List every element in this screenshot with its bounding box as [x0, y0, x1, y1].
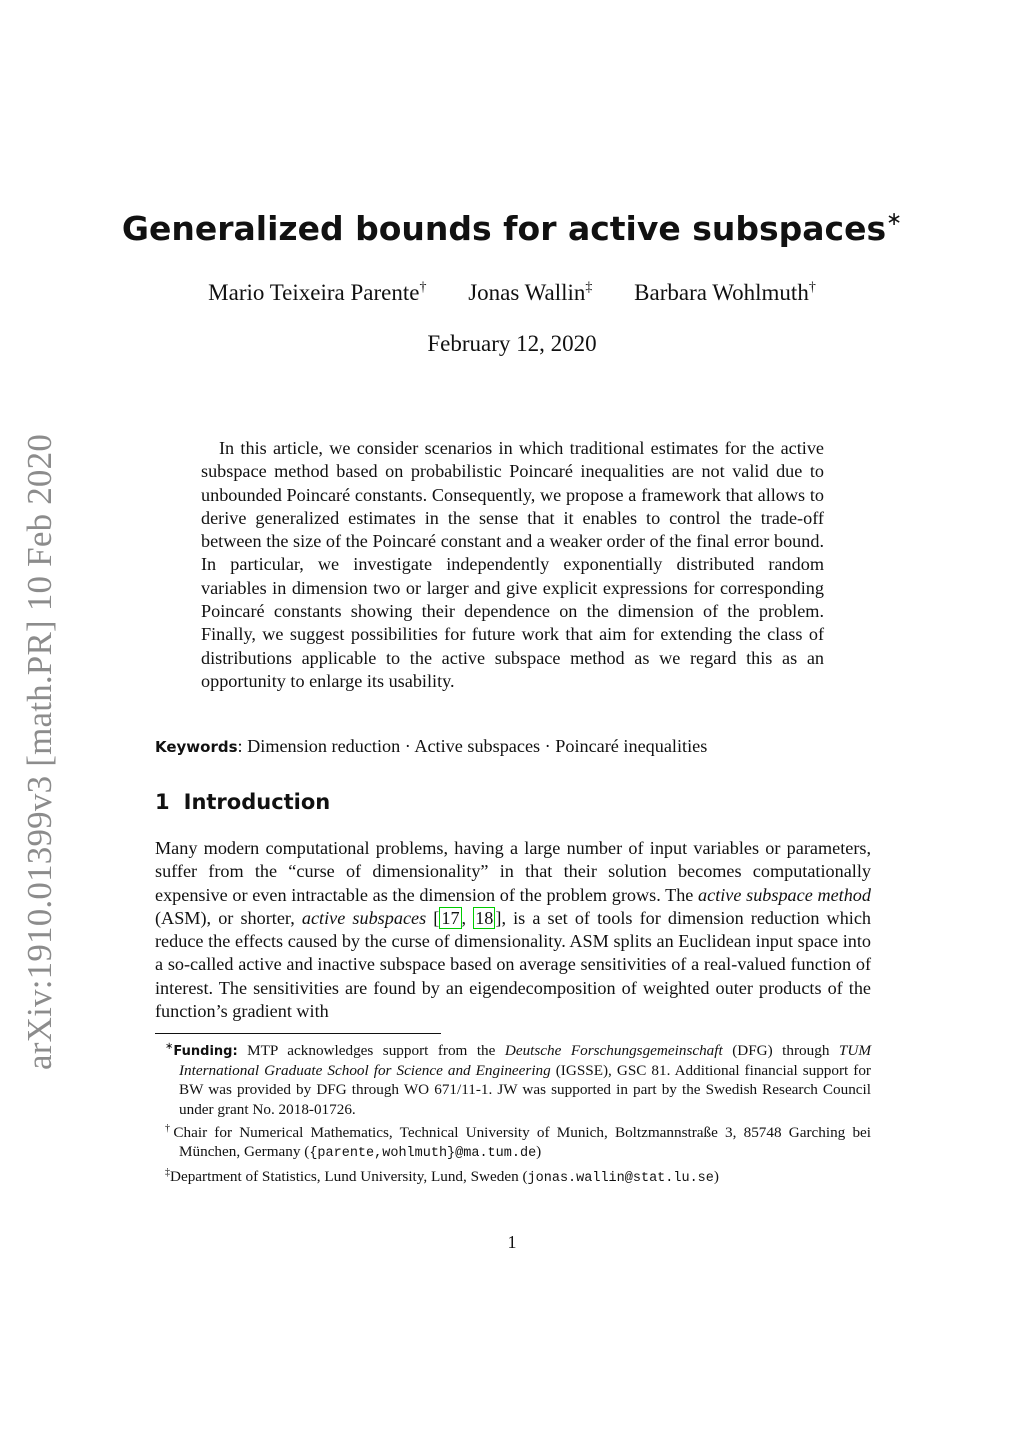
citation-bracket: [: [426, 907, 440, 928]
footnote-emphasis: Deutsche Forschungsgemeinschaft: [504, 1042, 723, 1059]
citation-separator: ,: [461, 907, 474, 928]
page-number: 1: [507, 1232, 517, 1252]
footnote-funding: [155, 1037, 871, 1119]
intro-text: Many modern computational problems, having a large number of input variables or parameters, suffer from the “curse of dimensionality” in that their solution becomes computationally expensive or even intractable as the dimension of the problem grows. The: [155, 838, 871, 905]
arxiv-identifier-stamp: arXiv:1910.01399v3 [math.PR] 10 Feb 2020: [20, 433, 59, 1070]
footnote-affiliation: [155, 1163, 871, 1188]
author: [208, 280, 426, 305]
footnote-text: MTP acknowledges support from the: [237, 1042, 505, 1059]
footnote-mark: ∗: [165, 1041, 174, 1052]
footnote-emphasis: TUM International Graduate School for Science and Engineering: [179, 1042, 871, 1080]
footnote-affiliation: [155, 1119, 871, 1163]
abstract: In this article, we consider scenarios in which traditional estimates for the active subspace method based on probabilistic Poincaré inequalities are not valid due to unbounded Poincaré constants. Consequently, we propose a framework that allows to derive generalized estimates in the sense that it enables to control the trade-off between the size of the Poincaré constant and a weaker order of the final error bound. In particular, we investigate independently exponentially distributed random variables in dimension two or larger and give explicit expressions for corresponding Poincaré constants showing their dependence on the dimension of the problem. Finally, we suggest possibilities for future work that aim for extending the class of distributions applicable to the active subspace method as we regard this as an opportunity to enlarge its usability.: [201, 438, 824, 691]
citation-link[interactable]: 18: [475, 907, 494, 928]
title-text: Generalized bounds for active subspaces: [121, 209, 887, 248]
intro-text: , is a set of tools for dimension reduction which reduce the effects caused by the curse of dimensionality. ASM splits an Euclidean input space into a so-called active and inactive subspace based on average sensitivities of a real-valued function of interest. The sensitivities are found by an eigendecomposition of weighted outer products of the function’s gradient with: [155, 907, 872, 1022]
paper-title: [0, 208, 1024, 248]
footnote-mark: †: [165, 1122, 174, 1134]
author-mark: †: [808, 280, 816, 295]
footnote-text: Chair for Numerical Mathematics, Technical University of Munich, Boltzmannstraße 3, 85748 Garching bei München, Germany (: [173, 1123, 871, 1161]
email-address[interactable]: jonas.wallin@stat.lu.se: [527, 1171, 714, 1187]
author-name: Jonas Wallin: [468, 280, 586, 305]
section-number: 1: [155, 790, 170, 814]
author-list: [0, 280, 1024, 306]
footnote-text: (DFG) through: [722, 1042, 839, 1059]
intro-emphasis: active subspace method: [698, 884, 871, 905]
section-title: Introduction: [183, 790, 331, 814]
footnotes: [155, 1037, 871, 1188]
footnote-mark: ‡: [165, 1167, 170, 1179]
intro-emphasis: active subspaces: [301, 907, 427, 928]
intro-paragraph: [155, 837, 871, 1023]
footnote-divider: [155, 1033, 441, 1034]
keywords-text: : Dimension reduction · Active subspaces · Poincaré inequalities: [237, 736, 708, 756]
title-footnote-mark: ∗: [886, 209, 903, 230]
email-address[interactable]: {parente,wohlmuth}@ma.tum.de: [309, 1146, 537, 1162]
footnote-text: ): [713, 1168, 719, 1186]
footnote-text: ): [536, 1143, 542, 1161]
publication-date: February 12, 2020: [427, 331, 597, 356]
author-name: Barbara Wohlmuth: [634, 280, 809, 305]
intro-text: (ASM), or shorter,: [155, 907, 302, 928]
citation-bracket: ]: [495, 907, 502, 928]
author-mark: †: [419, 280, 427, 295]
author-name: Mario Teixeira Parente: [208, 280, 420, 305]
author: [468, 280, 592, 305]
funding-label: Funding:: [173, 1044, 238, 1059]
footnote-text: (IGSSE), GSC 81. Additional financial support for BW was provided by DFG through WO 671/11-1. JW was supported in part by the Swedish Research Council under grant No. 2018-01726.: [179, 1062, 871, 1118]
keywords: [155, 736, 875, 757]
author-mark: ‡: [585, 280, 593, 295]
keywords-label: Keywords: [155, 738, 238, 756]
footnote-text: Department of Statistics, Lund University, Lund, Sweden (: [170, 1168, 528, 1186]
citation-link[interactable]: 17: [441, 907, 460, 928]
author: [634, 280, 816, 305]
section-heading: [155, 790, 330, 814]
